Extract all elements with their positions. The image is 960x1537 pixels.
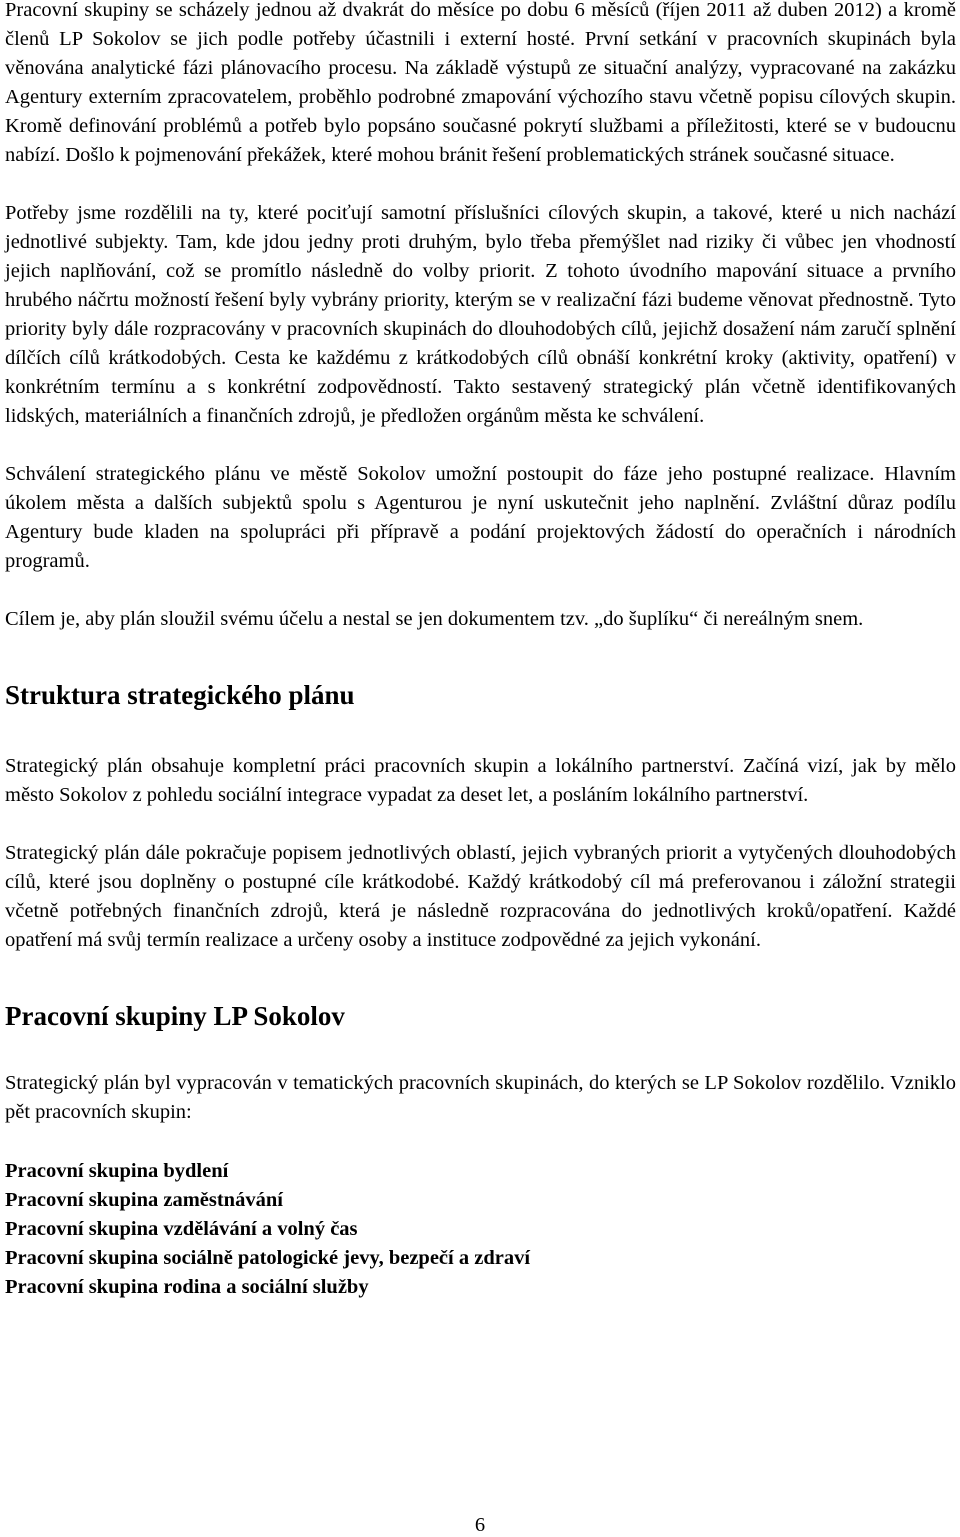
paragraph-plan-details: Strategický plán dále pokračuje popisem jednotlivých oblastí, jejich vybraných priorit a vytyčených dlouhodobých cílů, které jsou doplněny o postupné cíle krátkodobé. Každý krátkodobý cíl má preferovanou i záložní strategii včetně potřebných finančních zdrojů, která je následně rozpracována do jednotlivých kroků/opatření. Každé opatření má svůj termín realizace a určeny osoby a instituce zodpovědné za jejich vykonání.	[5, 842, 956, 951]
list-item-group-safety-health: Pracovní skupina sociálně patologické jevy, bezpečí a zdraví	[5, 1247, 531, 1269]
paragraph-needs-priorities: Potřeby jsme rozdělili na ty, které pociťují samotní příslušníci cílových skupin, a takové, které u nich nachází jednotlivé subjekty. Tam, kde jdou jedny proti druhým, bylo třeba přemýšlet nad riziky či vůbec jen vhodností jejich naplňování, což se promítlo následně do volby priorit. Z tohoto úvodního mapování situace a prvního hrubého náčrtu možností řešení byly vybrány priority, kterým se v realizační fázi budeme věnovat přednostně. Tyto priority byly dále rozpracovány v pracovních skupinách do dlouhodobých cílů, jejichž dosažení nám zaručí splnění dílčích cílů krátkodobých. Cesta ke každému z krátkodobých cílů obnáší konkrétní kroky (aktivity, opatření) v konkrétním termínu a s konkrétní zodpovědností. Takto sestavený strategický plán včetně identifikovaných lidských, materiálních a finančních zdrojů, je předložen orgánům města ke schválení.	[5, 202, 956, 427]
list-item-group-employment: Pracovní skupina zaměstnávání	[5, 1189, 283, 1211]
paragraph-plan-goal: Cílem je, aby plán sloužil svému účelu a nestal se jen dokumentem tzv. „do šuplíku“ či nereálným snem.	[5, 608, 864, 630]
list-item-group-education: Pracovní skupina vzdělávání a volný čas	[5, 1218, 358, 1240]
list-item-group-housing: Pracovní skupina bydlení	[5, 1160, 229, 1182]
paragraph-plan-approval: Schválení strategického plánu ve městě Sokolov umožní postoupit do fáze jeho postupné realizace. Hlavním úkolem města a dalších subjektů spolu s Agenturou je nyní uskutečnit jeho naplnění. Zvláštní důraz podílu Agentury bude kladen na spolupráci při přípravě a podání projektových žádostí do operačních i národních programů.	[5, 463, 956, 572]
working-groups-list	[5, 1157, 956, 1302]
heading-plan-structure: Struktura strategického plánu	[5, 680, 355, 710]
paragraph-working-groups-meetings: Pracovní skupiny se scházely jednou až dvakrát do měsíce po dobu 6 měsíců (říjen 2011 až duben 2012) a kromě členů LP Sokolov se jich podle potřeby účastnili i externí hosté. První setkání v pracovních skupinách byla věnována analytické fázi plánovacího procesu. Na základě výstupů ze situační analýzy, vypracované na zakázku Agentury externím zpracovatelem, proběhlo podrobné zmapování výchozího stavu včetně popisu cílových skupin. Kromě definování problémů a potřeb bylo popsáno současné pokrytí službami a příležitosti, které se v budoucnu nabízí. Došlo k pojmenování překážek, které mohou bránit řešení problematických stránek současné situace.	[5, 0, 956, 166]
heading-working-groups: Pracovní skupiny LP Sokolov	[5, 1001, 345, 1031]
list-item-group-family-services: Pracovní skupina rodina a sociální služby	[5, 1276, 369, 1298]
paragraph-plan-contents: Strategický plán obsahuje kompletní práci pracovních skupin a lokálního partnerství. Začíná vizí, jak by mělo město Sokolov z pohledu sociální integrace vypadat za deset let, a posláním lokálního partnerství.	[5, 755, 956, 806]
page-number: 6	[474, 1514, 486, 1536]
document-page	[5, 0, 956, 1302]
paragraph-groups-intro: Strategický plán byl vypracován v tematických pracovních skupinách, do kterých se LP Sokolov rozdělilo. Vzniklo pět pracovních skupin:	[5, 1072, 956, 1123]
